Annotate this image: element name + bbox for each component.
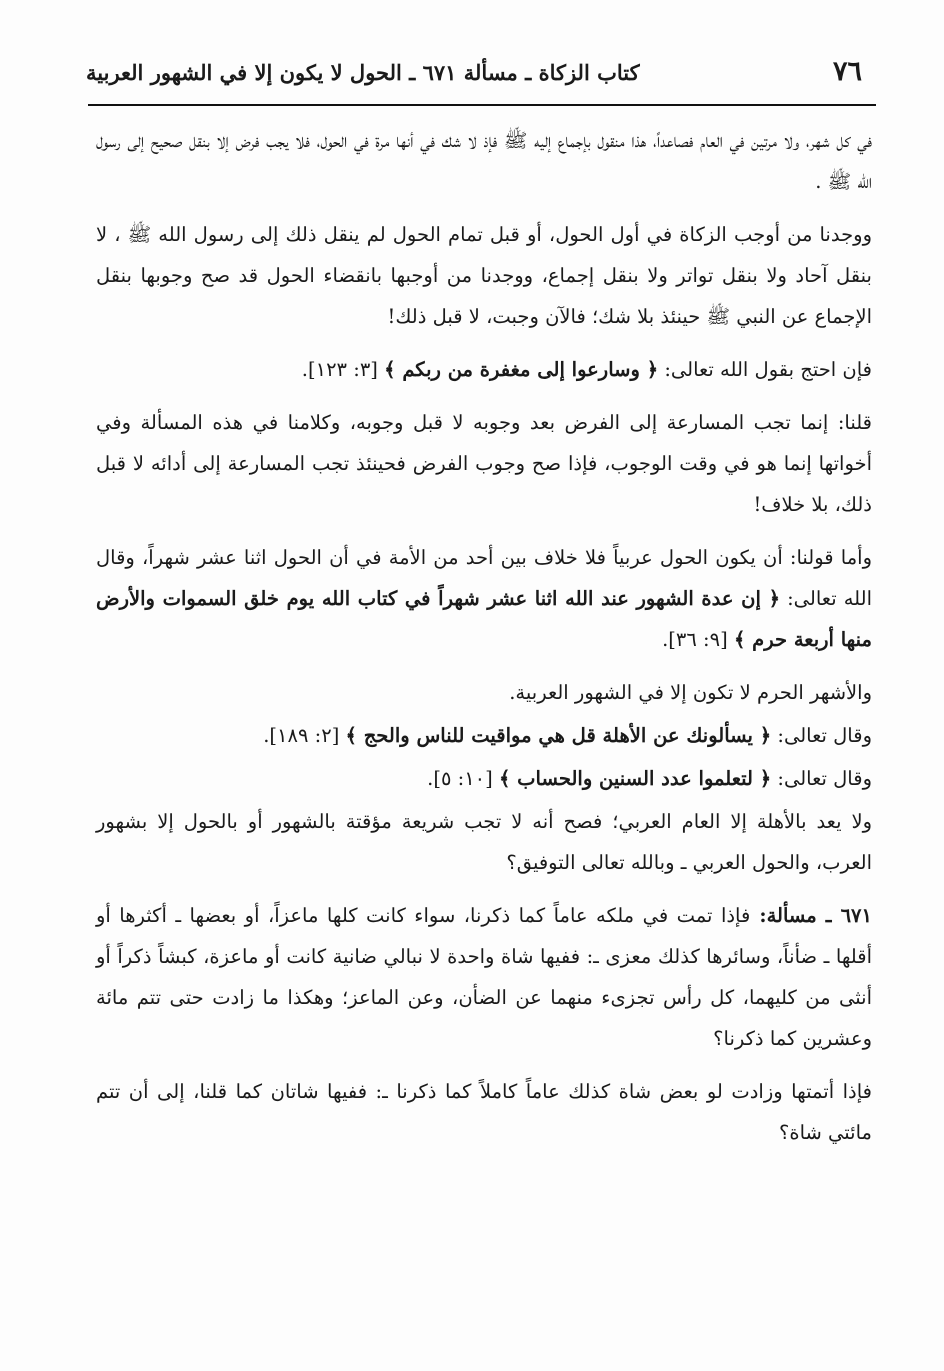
quran-verse: ﴿ لتعلموا عدد السنين والحساب ﴾ [498,767,772,790]
quran-verse: ﴿ إن عدة الشهور عند الله اثنا عشر شهراً في كتاب الله يوم خلق السموات والأرض منها أربعة حرم ﴾ [96,587,872,651]
paragraph-text: [٩: ٣٦]. [662,628,734,651]
paragraph-text: ووجدنا من أوجب الزكاة في أول الحول، أو قبل تمام الحول لم ينقل ذلك إلى رسول الله ﷺ ، لا بنقل آحاد ولا بنقل تواتر ولا بنقل إجماع، ووجدنا من أوجبها بانقضاء الحول قد صح وجوبها بنقل الإجماع عن النبي ﷺ حينئذ بلا شك؛ فالآن وجبت، لا قبل ذلك! [96,223,872,328]
paragraph-text: وأما قولنا: أن يكون الحول عربياً فلا خلاف بين أحد من الأمة في أن الحول اثنا عشر شهراً، وقال الله تعالى: [96,546,872,610]
paragraph [96,758,872,799]
paragraph [96,349,872,390]
page-number: ٧٦ [832,56,862,87]
paragraph [96,120,872,202]
paragraph-text: ولا يعد بالأهلة إلا العام العربي؛ فصح أنه لا تجب شريعة مؤقتة بالشهور أو بالحول إلا بشهور العرب، والحول العربي ـ وبالله تعالى التوفيق؟ [96,810,872,874]
paragraph [96,1071,872,1153]
paragraph-text: فإذا تمت في ملكه عاماً كما ذكرنا، سواء كانت كلها ماعزاً، أو بعضها ـ أكثرها أو أقلها ـ ضأناً، وسائرها كذلك معزى ـ: ففيها شاة واحدة لا نبالي ضانية كانت أو ماعزة، كبشاً ذكراً أو أنثى من كليهما، كل رأس تجزىء منهما عن الضأن، وعن الماعز؛ وهكذا ما زادت حتى تتم مائة وعشرين كما ذكرنا؟ [96,904,872,1050]
quran-verse: ﴿ يسألونك عن الأهلة قل هي مواقيت للناس والحج ﴾ [345,724,772,747]
header-rule [88,104,876,106]
paragraph-text: [٣: ١٢٣]. [301,358,385,381]
running-title: كتاب الزكاة ـ مسألة ٦٧١ ـ الحول لا يكون إلا في الشهور العربية [86,60,640,85]
paragraph [96,537,872,660]
paragraph-text: فإن احتج بقول الله تعالى: [658,358,872,381]
paragraph [96,895,872,1059]
paragraph-text: والأشهر الحرم لا تكون إلا في الشهور العربية. [509,681,872,704]
paragraph [96,715,872,756]
page-header [86,52,874,100]
paragraph [96,402,872,525]
paragraph-text: فإذا أتمتها وزادت لو بعض شاة كذلك عاماً كاملاً كما ذكرنا ـ: ففيها شاتان كما قلنا، إلى أن تتم مائتي شاة؟ [96,1080,872,1144]
paragraph-text: وقال تعالى: [771,767,872,790]
paragraph-text: في كل شهر، ولا مرتين في العام فصاعداً، هذا منقول بإجماع إليه ﷺ فإذ لا شك في أنها مرة في الحول، فلا يجب فرض إلا بنقل صحيح إلى رسول الله ﷺ . [96,129,872,193]
issue-heading: ٦٧١ ـ مسألة: [750,904,872,927]
page-body [96,120,872,1165]
paragraph-text: [٢: ١٨٩]. [263,724,346,747]
paragraph [96,214,872,337]
quran-verse: ﴿ وسارعوا إلى مغفرة من ربكم ﴾ [384,358,659,381]
paragraph-text: قلنا: إنما تجب المسارعة إلى الفرض بعد وجوبه لا قبل وجوبه، وكلامنا في هذه المسألة وفي أخواتها إنما هو في وقت الوجوب، فإذا صح وجوب الفرض فحينئذ تجب المسارعة إلى أدائه لا قبل ذلك، بلا خلاف! [96,411,872,516]
paragraph [96,801,872,883]
paragraph-text: [١٠: ٥]. [427,767,499,790]
paragraph-text: وقال تعالى: [771,724,872,747]
paragraph [96,672,872,713]
